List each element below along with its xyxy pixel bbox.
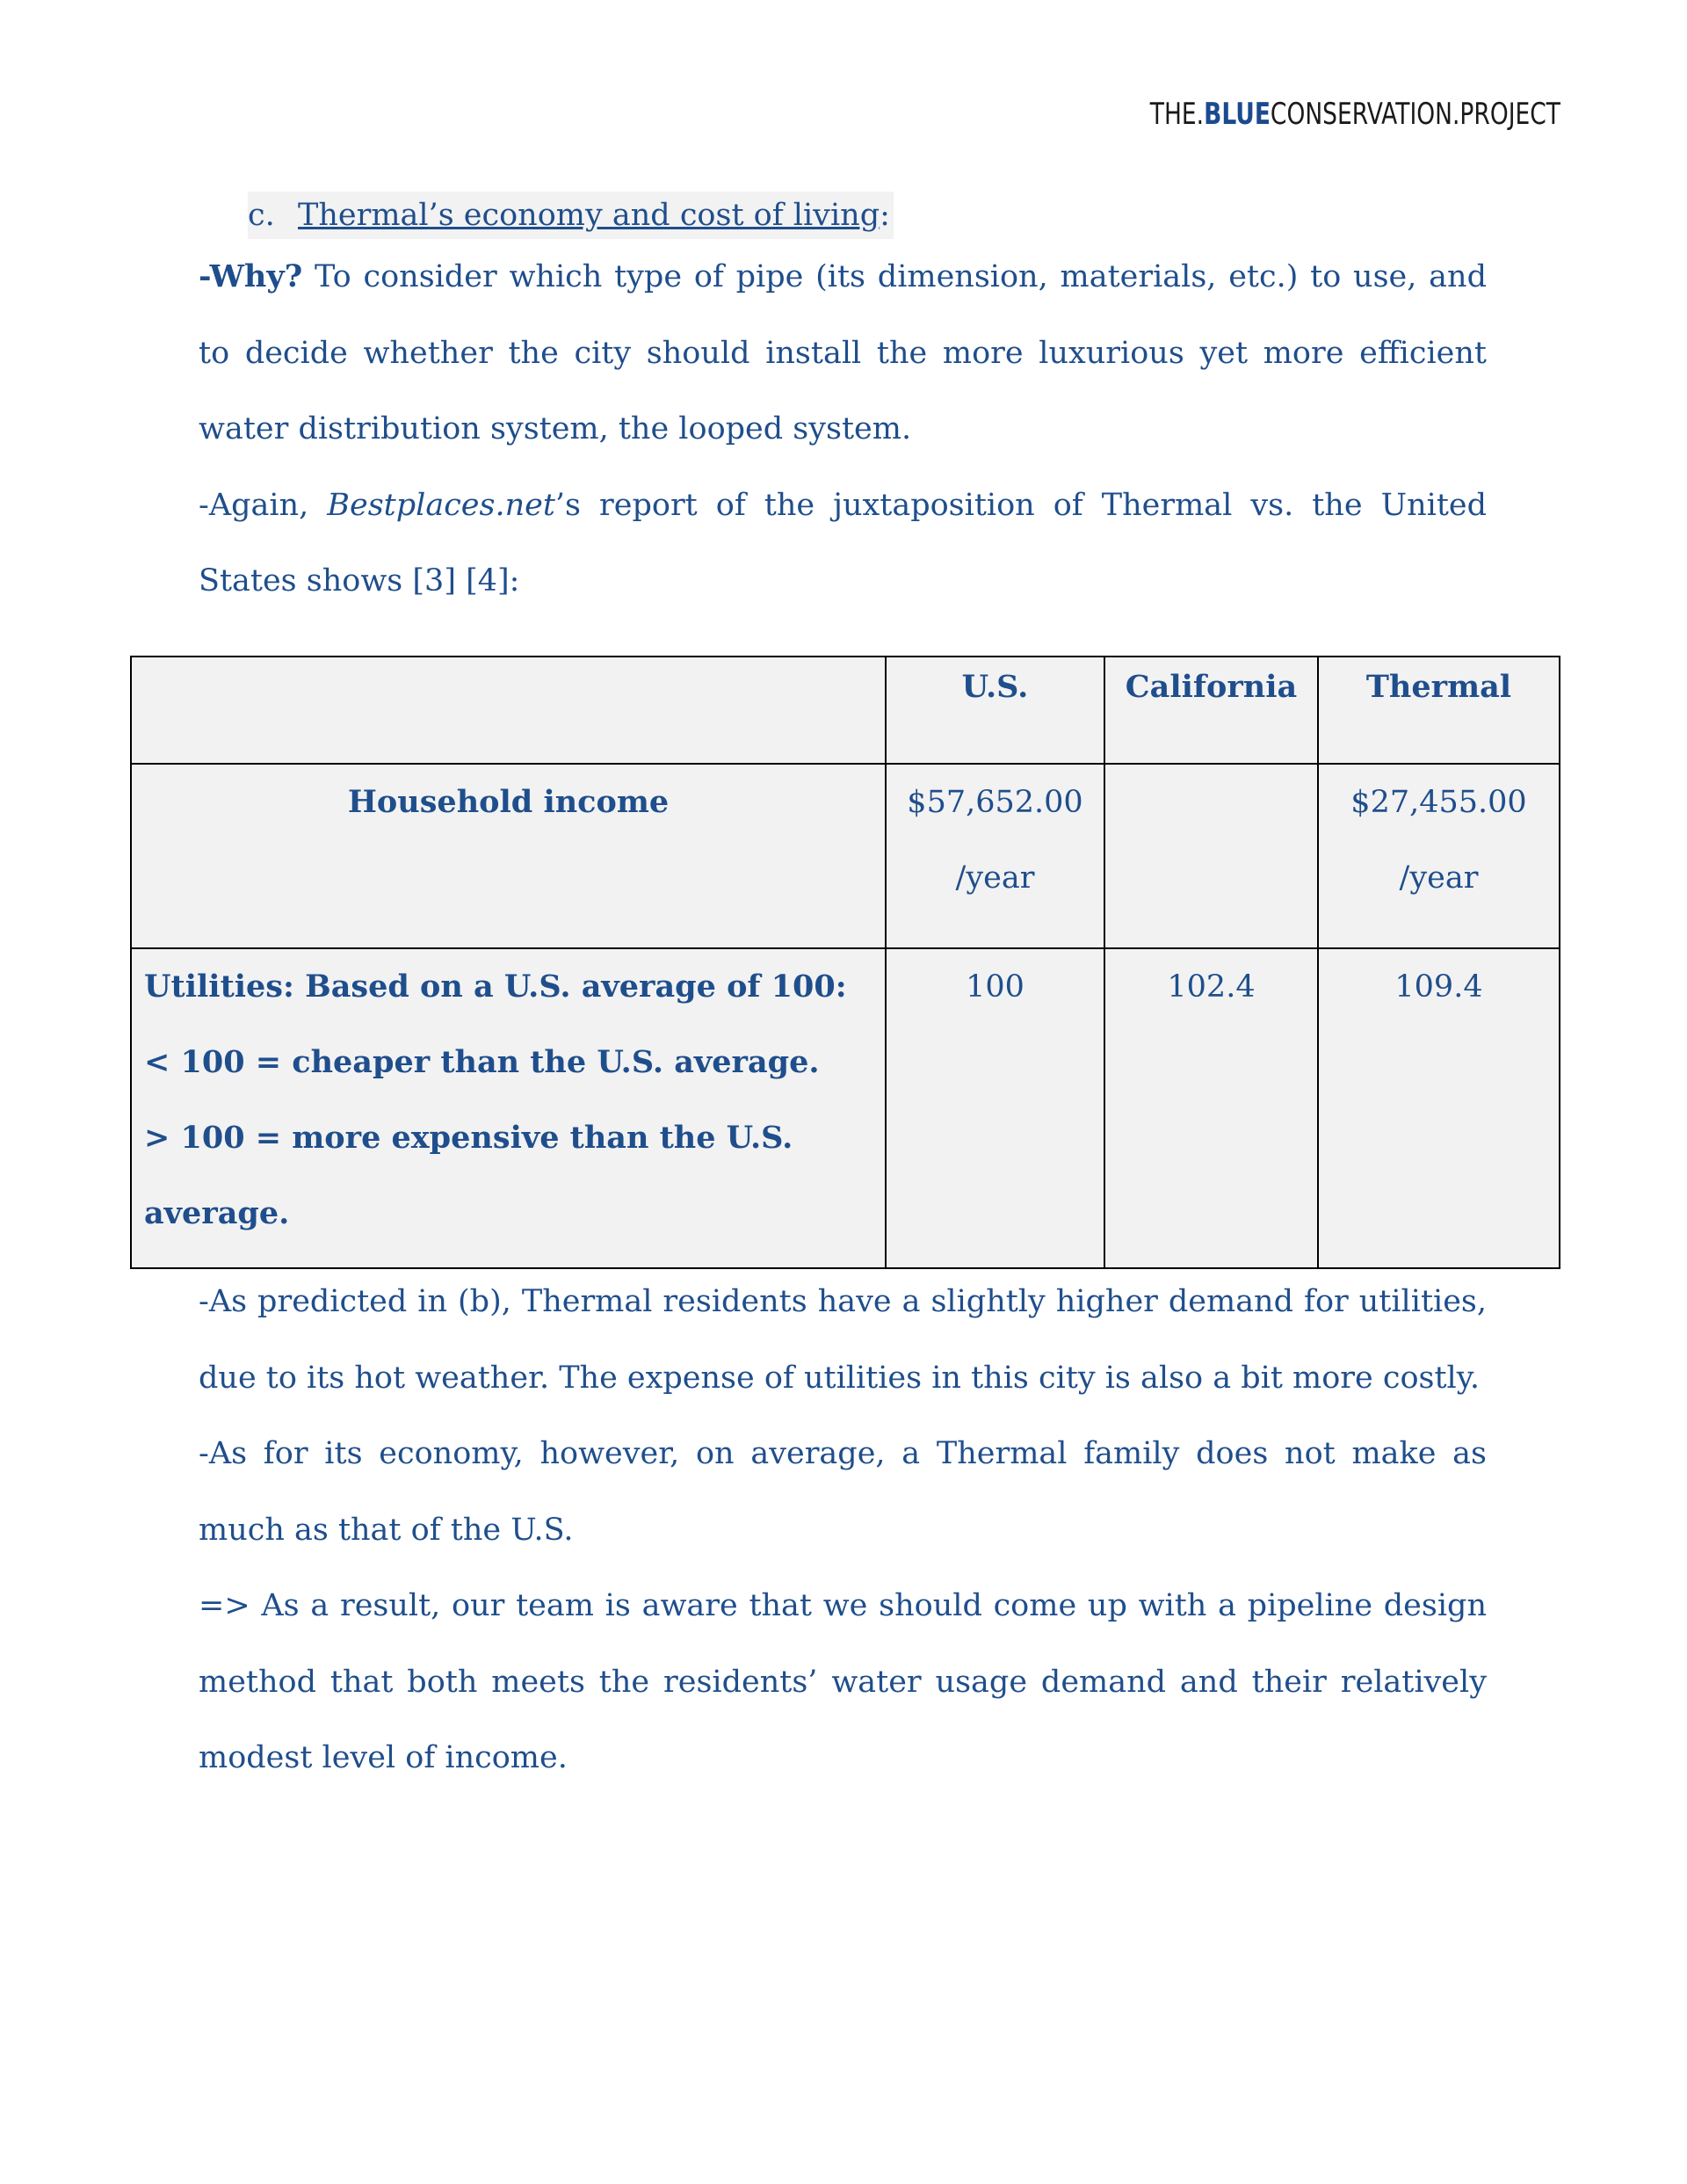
why-label: -Why?	[199, 258, 303, 294]
income-label: Household income	[131, 764, 886, 948]
economy-paragraph: -As for its economy, however, on average, a Thermal family does not make as much as that of the U.S.	[199, 1436, 1487, 1548]
result-paragraph: => As a result, our team is aware that we should come up with a pipeline design method that both meets the residents’ water usage demand and their relatively modest level of income.	[199, 1588, 1487, 1775]
table-row-income	[131, 764, 1560, 948]
section-heading: c. Thermal’s economy and cost of living:	[248, 192, 894, 239]
comparison-table-wrapper	[130, 656, 1559, 1269]
again-paragraph: -Again, Bestplaces.net’s report of the juxtaposition of Thermal vs. the United States shows [3] [4]:	[199, 487, 1487, 599]
header-cell-thermal: Thermal	[1318, 657, 1560, 764]
income-california	[1104, 764, 1318, 948]
source-name: Bestplaces.net	[327, 487, 555, 523]
header-cell-empty	[131, 657, 886, 764]
section-title: Thermal’s economy and cost of living	[298, 198, 880, 233]
utilities-us: 100	[886, 948, 1104, 1268]
why-paragraph	[199, 239, 1487, 468]
utilities-thermal: 109.4	[1318, 948, 1560, 1268]
conclusion-section	[199, 1264, 1487, 1796]
intro-section	[199, 192, 1487, 620]
income-us: $57,652.00 /year	[886, 764, 1104, 948]
utilities-label: Utilities: Based on a U.S. average of 100: < 100 = cheaper than the U.S. average. > 100 = more expensive than the U.S. average.	[131, 948, 886, 1268]
header-cell-california: California	[1104, 657, 1318, 764]
header-cell-us: U.S.	[886, 657, 1104, 764]
table-row-utilities	[131, 948, 1560, 1268]
prediction-paragraph: -As predicted in (b), Thermal residents have a slightly higher demand for utilities, due to its hot weather. The expense of utilities in this city is also a bit more costly.	[199, 1284, 1487, 1396]
project-logo: THE.BLUECONSERVATION.PROJECT	[1149, 97, 1560, 132]
table-header-row	[131, 657, 1560, 764]
income-thermal: $27,455.00 /year	[1318, 764, 1560, 948]
comparison-table	[130, 656, 1560, 1269]
why-text: To consider which type of pipe (its dimension, materials, etc.) to use, and to decide whether the city should install the more luxurious yet more efficient water distribution system, the looped system.	[199, 259, 1487, 446]
section-letter: c.	[248, 198, 275, 233]
utilities-california: 102.4	[1104, 948, 1318, 1268]
